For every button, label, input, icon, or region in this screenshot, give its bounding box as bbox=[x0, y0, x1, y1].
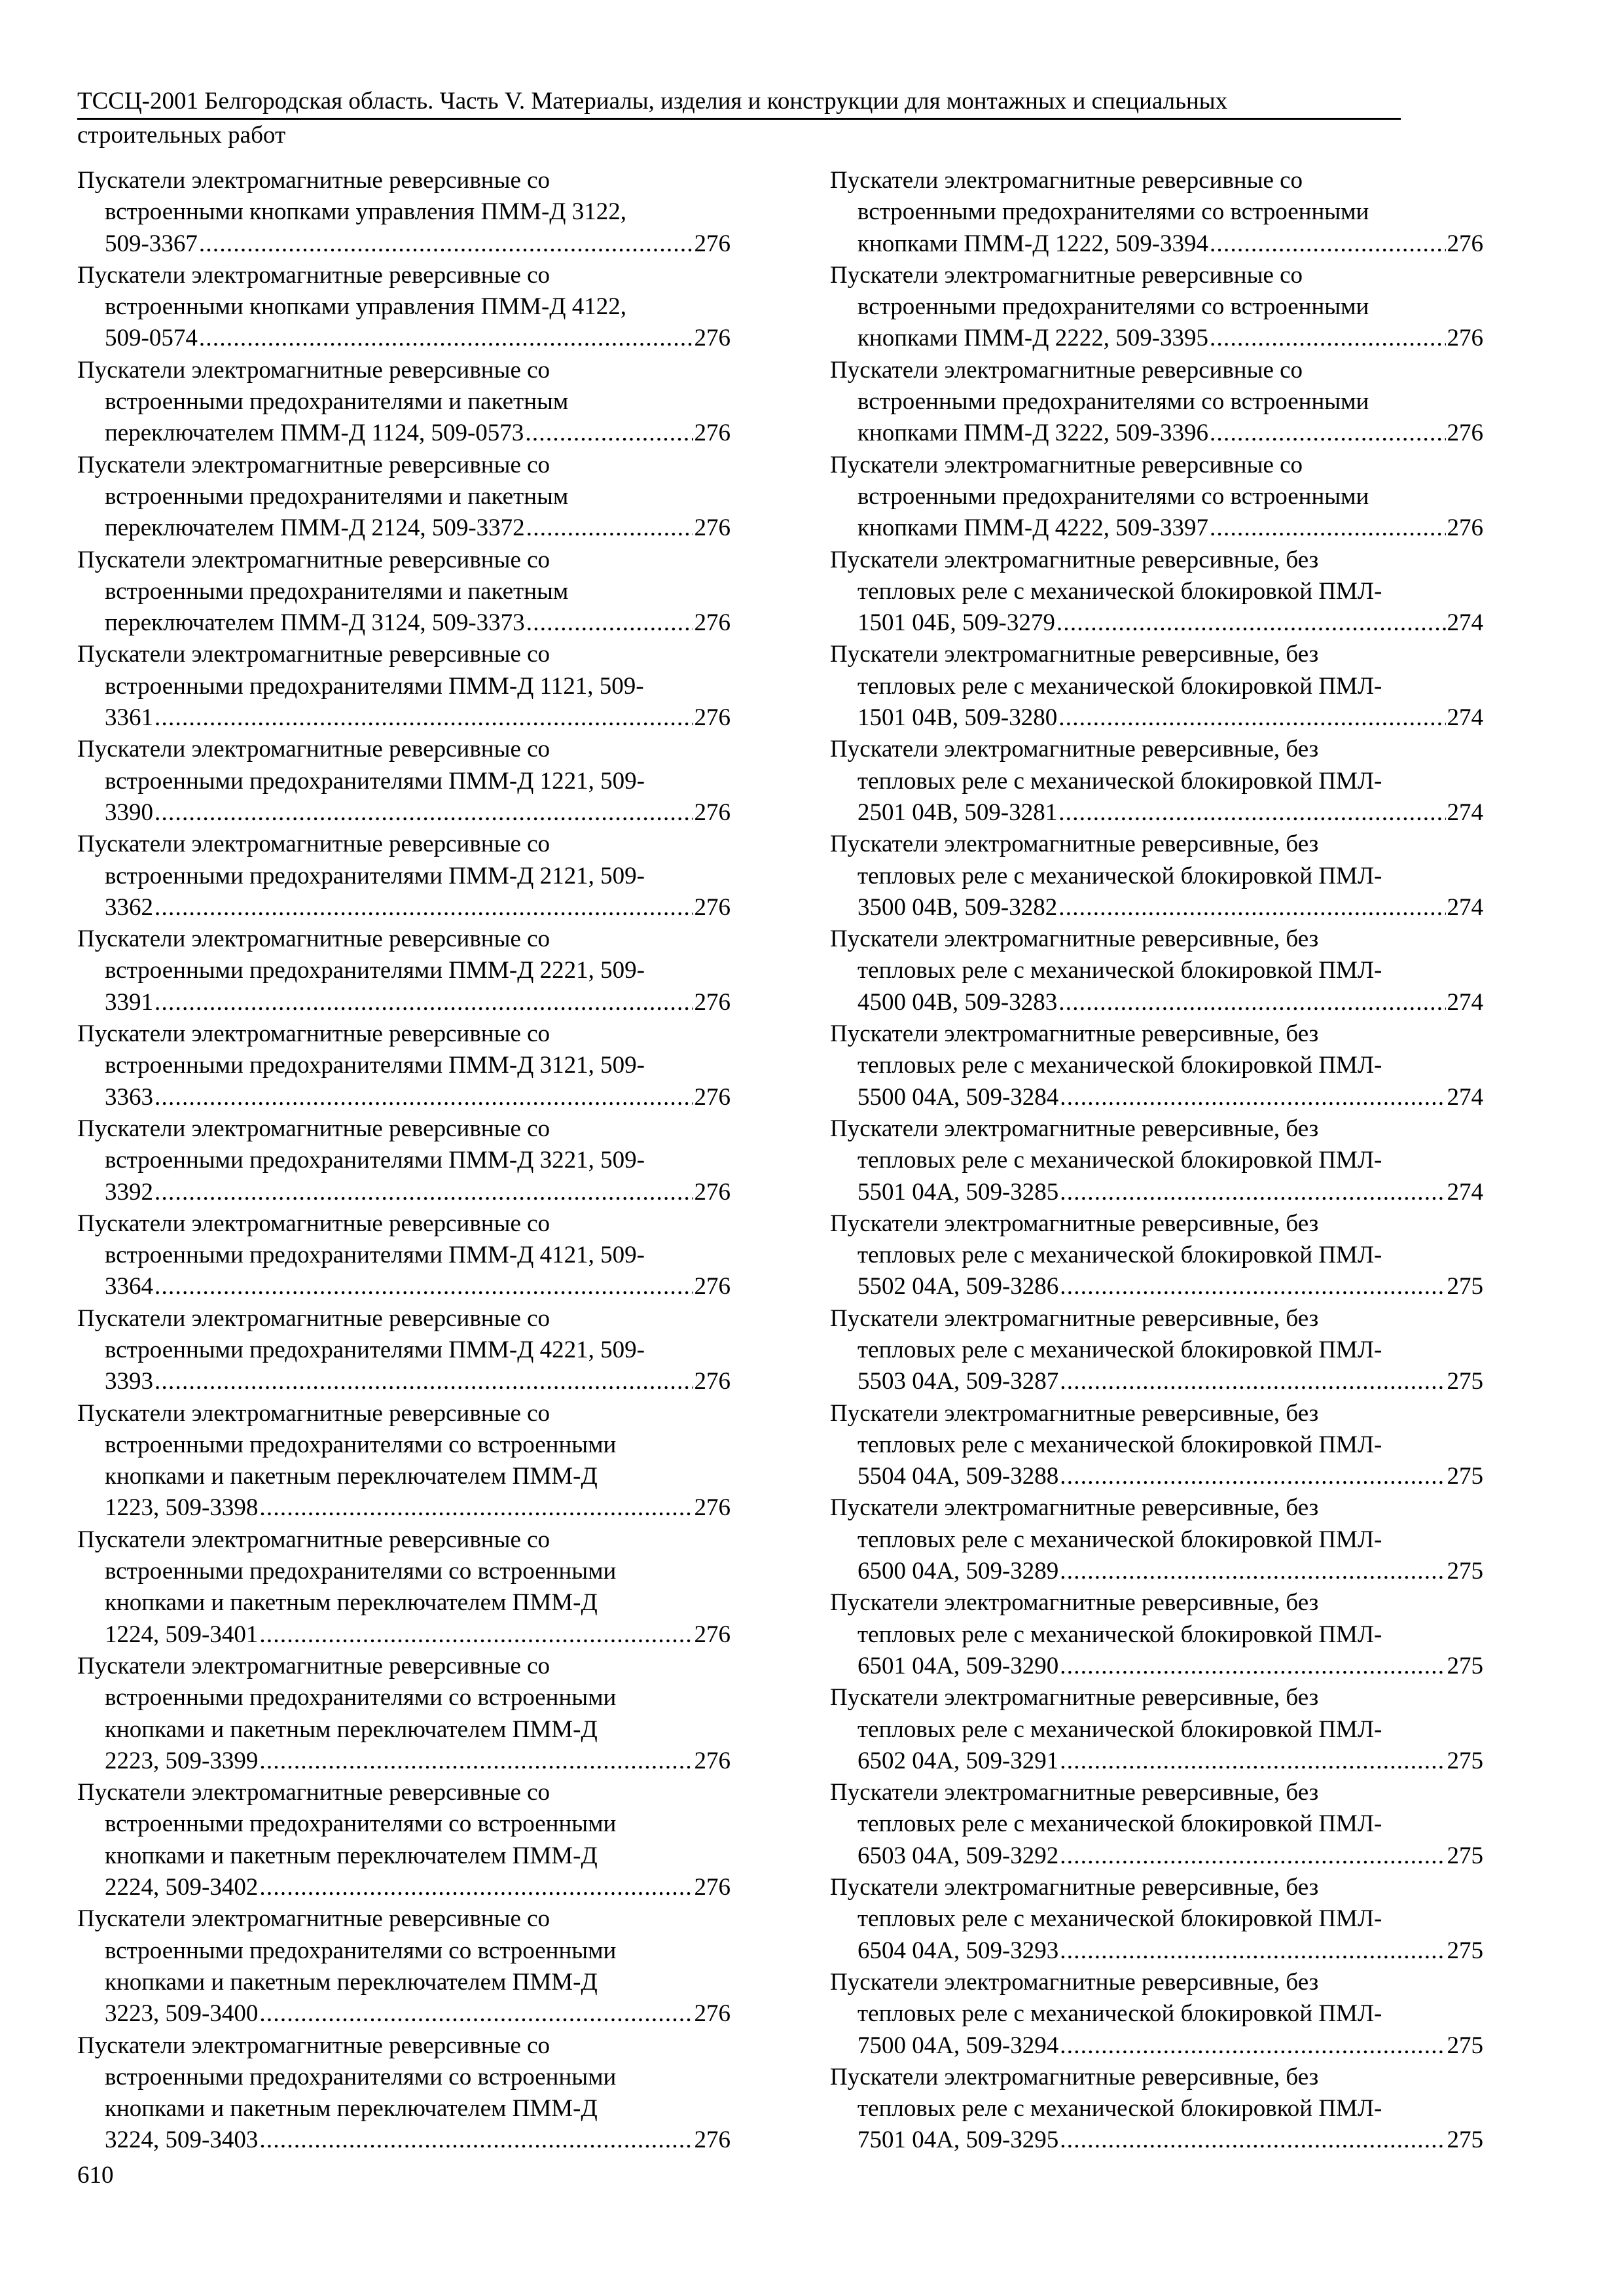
index-entry-line: встроенными предохранителями со встроенными bbox=[857, 198, 1369, 226]
index-entry-line: Пускатели электромагнитные реверсивные со bbox=[77, 641, 550, 668]
index-entry-code: 2224, 509-3402 bbox=[105, 1874, 259, 1901]
index-entry-page-ref: 276 bbox=[694, 798, 731, 826]
index-entry-page-ref: 276 bbox=[694, 325, 731, 352]
index-entry bbox=[77, 260, 731, 355]
index-entry-line: Пускатели электромагнитные реверсивные со bbox=[77, 736, 550, 763]
index-entry-last-line bbox=[830, 2125, 1483, 2156]
dot-leader bbox=[1210, 323, 1445, 354]
index-entry-line: Пускатели электромагнитные реверсивные, без bbox=[830, 1115, 1319, 1142]
index-entry-code: 2501 04В, 509-3281 bbox=[857, 798, 1058, 826]
dot-leader bbox=[1060, 1271, 1445, 1302]
index-entry-line: встроенными предохранителями ПММ-Д 1121, 509- bbox=[105, 672, 644, 700]
index-entry-page-ref: 276 bbox=[694, 1083, 731, 1111]
index-entry-page-ref: 274 bbox=[1447, 609, 1483, 637]
index-entry-line: Пускатели электромагнитные реверсивные со bbox=[77, 1526, 550, 1553]
index-entry-page-ref: 275 bbox=[1447, 1747, 1483, 1774]
index-entry-page-ref: 276 bbox=[1447, 230, 1483, 257]
index-entry-line: тепловых реле с механической блокировкой ПМЛ- bbox=[857, 1621, 1382, 1648]
index-entry-page-ref: 276 bbox=[694, 420, 731, 447]
index-entry-line: Пускатели электромагнитные реверсивные со bbox=[830, 167, 1303, 194]
index-entry-code: кнопками ПММ-Д 4222, 509-3397 bbox=[857, 514, 1209, 542]
index-entry-line: встроенными предохранителями ПММ-Д 2121, 509- bbox=[105, 862, 645, 889]
index-entry-last-line bbox=[830, 2030, 1483, 2062]
dot-leader bbox=[1060, 2125, 1445, 2156]
index-entry-line: Пускатели электромагнитные реверсивные со bbox=[830, 356, 1303, 384]
index-entry-line: Пускатели электромагнитные реверсивные со bbox=[77, 1115, 550, 1142]
index-entry-line: Пускатели электромагнитные реверсивные, без bbox=[830, 831, 1319, 858]
dot-leader bbox=[1060, 1935, 1445, 1967]
page-number: 610 bbox=[77, 2162, 114, 2189]
running-header-line1: ТССЦ-2001 Белгородская область. Часть V. Материалы, изделия и конструкции для монтажных и специальных bbox=[77, 88, 1228, 115]
dot-leader bbox=[199, 323, 693, 354]
index-entry-code: 1223, 509-3398 bbox=[105, 1494, 259, 1522]
dot-leader bbox=[1210, 228, 1445, 260]
index-entry-code: 3364 bbox=[105, 1273, 153, 1300]
index-entry bbox=[77, 1113, 731, 1208]
dot-leader bbox=[154, 987, 693, 1018]
index-entry-line: Пускатели электромагнитные реверсивные со bbox=[77, 167, 550, 194]
index-entry bbox=[77, 1303, 731, 1398]
index-entry-code: 5504 04А, 509-3288 bbox=[857, 1463, 1059, 1490]
index-entry-code: 6501 04А, 509-3290 bbox=[857, 1652, 1059, 1679]
index-entry-last-line bbox=[830, 1366, 1483, 1397]
running-header-line2: строительных работ bbox=[77, 122, 286, 149]
dot-leader bbox=[259, 1872, 693, 1903]
index-entry-code: 7500 04А, 509-3294 bbox=[857, 2032, 1059, 2059]
index-entry-last-line bbox=[830, 1271, 1483, 1302]
index-entry-line: кнопками и пакетным переключателем ПММ-Д bbox=[105, 1715, 598, 1743]
index-entry-line: тепловых реле с механической блокировкой ПМЛ- bbox=[857, 1147, 1382, 1174]
index-entry-last-line bbox=[77, 512, 731, 544]
index-entry-code: 2223, 509-3399 bbox=[105, 1747, 259, 1774]
index-entry-page-ref: 274 bbox=[1447, 704, 1483, 732]
index-entry bbox=[830, 1777, 1483, 1872]
index-entry-line: тепловых реле с механической блокировкой ПМЛ- bbox=[857, 1431, 1382, 1458]
index-entry-code: 6502 04А, 509-3291 bbox=[857, 1747, 1059, 1774]
index-entry-page-ref: 274 bbox=[1447, 1178, 1483, 1206]
index-entry-line: встроенными предохранителями ПММ-Д 3121, 509- bbox=[105, 1052, 645, 1079]
index-entry-line: встроенными предохранителями со встроенными bbox=[105, 1558, 617, 1585]
index-entry-page-ref: 276 bbox=[694, 1368, 731, 1395]
index-entry-page-ref: 275 bbox=[1447, 2032, 1483, 2059]
index-entry-page-ref: 275 bbox=[1447, 1368, 1483, 1395]
index-entry bbox=[77, 639, 731, 734]
index-entry-line: встроенными кнопками управления ПММ-Д 4122, bbox=[105, 293, 627, 321]
dot-leader bbox=[1060, 1461, 1445, 1492]
index-entry-line: Пускатели электромагнитные реверсивные со bbox=[77, 356, 550, 384]
index-entry-last-line bbox=[77, 892, 731, 924]
index-entry bbox=[830, 1587, 1483, 1682]
index-entry bbox=[77, 1903, 731, 2030]
dot-leader bbox=[154, 892, 693, 924]
index-entry bbox=[77, 1018, 731, 1113]
index-entry-line: Пускатели электромагнитные реверсивные со bbox=[77, 1210, 550, 1237]
index-entry-page-ref: 274 bbox=[1447, 988, 1483, 1016]
dot-leader bbox=[1060, 1366, 1445, 1397]
index-entry-last-line bbox=[77, 1746, 731, 1777]
index-entry bbox=[77, 450, 731, 545]
index-entry bbox=[830, 1398, 1483, 1493]
index-entry-line: Пускатели электромагнитные реверсивные со bbox=[77, 2032, 550, 2059]
index-entry-page-ref: 276 bbox=[694, 704, 731, 732]
dot-leader bbox=[526, 512, 693, 544]
index-entry-page-ref: 275 bbox=[1447, 1558, 1483, 1585]
index-entry-line: Пускатели электромагнитные реверсивные со bbox=[77, 1652, 550, 1679]
index-entry-line: кнопками и пакетным переключателем ПММ-Д bbox=[105, 1842, 598, 1869]
index-entry-code: 5501 04А, 509-3285 bbox=[857, 1178, 1059, 1206]
index-entry-code: переключателем ПММ-Д 1124, 509-0573 bbox=[105, 420, 524, 447]
dot-leader bbox=[259, 1998, 693, 2030]
running-header bbox=[77, 85, 1401, 120]
index-entry-page-ref: 276 bbox=[694, 2000, 731, 2028]
index-entry-last-line bbox=[77, 1366, 731, 1397]
index-entry bbox=[77, 1398, 731, 1524]
index-entry-page-ref: 276 bbox=[694, 1621, 731, 1648]
index-entry-line: встроенными предохранителями со встроенными bbox=[857, 293, 1369, 321]
index-entry-last-line bbox=[830, 418, 1483, 449]
index-entry-page-ref: 275 bbox=[1447, 1842, 1483, 1869]
index-entry-line: встроенными предохранителями ПММ-Д 4221, 509- bbox=[105, 1336, 645, 1363]
index-entry-line: встроенными предохранителями со встроенными bbox=[857, 482, 1369, 510]
index-entry bbox=[830, 639, 1483, 734]
index-entry-page-ref: 276 bbox=[694, 1747, 731, 1774]
index-entry-last-line bbox=[77, 418, 731, 449]
index-entry-line: Пускатели электромагнитные реверсивные со bbox=[830, 261, 1303, 289]
dot-leader bbox=[154, 797, 693, 829]
index-entry-page-ref: 276 bbox=[694, 1494, 731, 1522]
index-entry-line: встроенными кнопками управления ПММ-Д 3122, bbox=[105, 198, 627, 226]
index-entry-line: встроенными предохранителями и пакетным bbox=[105, 388, 569, 416]
dot-leader bbox=[1060, 1082, 1445, 1113]
index-entry-line: встроенными предохранителями со встроенными bbox=[857, 388, 1369, 416]
index-entry-line: встроенными предохранителями ПММ-Д 3221, 509- bbox=[105, 1147, 645, 1174]
index-entry bbox=[77, 545, 731, 639]
dot-leader bbox=[525, 418, 693, 449]
index-entry-line: тепловых реле с механической блокировкой ПМЛ- bbox=[857, 1526, 1382, 1553]
index-entry-code: переключателем ПММ-Д 3124, 509-3373 bbox=[105, 609, 525, 637]
index-entry bbox=[830, 2062, 1483, 2157]
index-entry-last-line bbox=[830, 512, 1483, 544]
dot-leader bbox=[1060, 2030, 1445, 2062]
dot-leader bbox=[154, 1177, 693, 1208]
index-entry-code: 3224, 509-3403 bbox=[105, 2126, 259, 2154]
index-entry-code: 6503 04А, 509-3292 bbox=[857, 1842, 1059, 1869]
index-entry-last-line bbox=[830, 1461, 1483, 1492]
index-entry-last-line bbox=[77, 797, 731, 829]
index-entry-code: кнопками ПММ-Д 2222, 509-3395 bbox=[857, 325, 1209, 352]
index-entry-page-ref: 276 bbox=[694, 1874, 731, 1901]
index-entry-line: Пускатели электромагнитные реверсивные со bbox=[77, 451, 550, 478]
index-entry-code: 7501 04А, 509-3295 bbox=[857, 2126, 1059, 2154]
index-entry bbox=[77, 355, 731, 450]
index-entry-code: 1224, 509-3401 bbox=[105, 1621, 259, 1648]
index-entry-line: Пускатели электромагнитные реверсивные, без bbox=[830, 925, 1319, 953]
index-entry-line: тепловых реле с механической блокировкой ПМЛ- bbox=[857, 767, 1382, 795]
index-entry-code: 3363 bbox=[105, 1083, 153, 1111]
dot-leader bbox=[154, 1082, 693, 1113]
index-entry-line: встроенными предохранителями и пакетным bbox=[105, 577, 569, 605]
index-entry bbox=[830, 829, 1483, 924]
index-entry-last-line bbox=[77, 1271, 731, 1302]
index-entry-line: тепловых реле с механической блокировкой ПМЛ- bbox=[857, 1905, 1382, 1933]
index-entry-line: встроенными предохранителями ПММ-Д 2221, 509- bbox=[105, 957, 645, 984]
index-entry-page-ref: 276 bbox=[1447, 514, 1483, 542]
index-entry-line: Пускатели электромагнитные реверсивные, без bbox=[830, 736, 1319, 763]
index-entry-code: 5503 04А, 509-3287 bbox=[857, 1368, 1059, 1395]
index-entry-last-line bbox=[77, 1872, 731, 1903]
index-entry-page-ref: 275 bbox=[1447, 1937, 1483, 1964]
dot-leader bbox=[1058, 702, 1445, 734]
index-entry-last-line bbox=[830, 607, 1483, 639]
index-entry bbox=[830, 1872, 1483, 1967]
dot-leader bbox=[1060, 1746, 1445, 1777]
index-entry-line: встроенными предохранителями ПММ-Д 1221, 509- bbox=[105, 767, 645, 795]
index-entry-code: 3393 bbox=[105, 1368, 153, 1395]
index-entry-line: Пускатели электромагнитные реверсивные, без bbox=[830, 1304, 1319, 1332]
index-entry-page-ref: 276 bbox=[694, 988, 731, 1016]
index-entry-line: Пускатели электромагнитные реверсивные со bbox=[77, 925, 550, 953]
dot-leader bbox=[154, 1366, 693, 1397]
index-entry-page-ref: 275 bbox=[1447, 1652, 1483, 1679]
index-entry-last-line bbox=[830, 797, 1483, 829]
index-entry bbox=[77, 2030, 731, 2157]
index-entry-code: 3391 bbox=[105, 988, 153, 1016]
index-entry-page-ref: 275 bbox=[1447, 1463, 1483, 1490]
index-entry bbox=[77, 165, 731, 260]
index-entry-line: Пускатели электромагнитные реверсивные, без bbox=[830, 1779, 1319, 1806]
index-entry bbox=[77, 829, 731, 924]
index-entry-page-ref: 276 bbox=[1447, 325, 1483, 352]
dot-leader bbox=[1058, 797, 1445, 829]
index-entry-code: 1501 04В, 509-3280 bbox=[857, 704, 1058, 732]
index-entry-line: тепловых реле с механической блокировкой ПМЛ- bbox=[857, 1242, 1382, 1269]
index-entry-code: 3500 04В, 509-3282 bbox=[857, 893, 1058, 921]
index-entry-line: Пускатели электромагнитные реверсивные, без bbox=[830, 1210, 1319, 1237]
index-entry-page-ref: 274 bbox=[1447, 798, 1483, 826]
index-entry bbox=[830, 1967, 1483, 2062]
index-entry-line: Пускатели электромагнитные реверсивные со bbox=[77, 1304, 550, 1332]
index-entry-last-line bbox=[830, 1935, 1483, 1967]
index-entry-line: встроенными предохранителями со встроенными bbox=[105, 1937, 617, 1964]
index-entry-page-ref: 276 bbox=[694, 609, 731, 637]
index-entry bbox=[77, 924, 731, 1018]
dot-leader bbox=[1060, 1840, 1445, 1872]
dot-leader bbox=[1210, 418, 1445, 449]
dot-leader bbox=[1058, 987, 1445, 1018]
index-entry-line: встроенными предохранителями и пакетным bbox=[105, 482, 569, 510]
index-entry-last-line bbox=[830, 1177, 1483, 1208]
index-entry-line: тепловых реле с механической блокировкой ПМЛ- bbox=[857, 862, 1382, 889]
index-entry-line: тепловых реле с механической блокировкой ПМЛ- bbox=[857, 1715, 1382, 1743]
index-entry-code: 3390 bbox=[105, 798, 153, 826]
dot-leader bbox=[1210, 512, 1445, 544]
index-entry-last-line bbox=[77, 702, 731, 734]
index-entry-last-line bbox=[77, 1492, 731, 1524]
index-entry-last-line bbox=[830, 228, 1483, 260]
index-entry-line: Пускатели электромагнитные реверсивные со bbox=[77, 1020, 550, 1048]
index-entry bbox=[830, 1682, 1483, 1777]
index-entry-code: 3362 bbox=[105, 893, 153, 921]
index-entry-line: Пускатели электромагнитные реверсивные, без bbox=[830, 2063, 1319, 2090]
index-entry-code: 3392 bbox=[105, 1178, 153, 1206]
index-entry-page-ref: 276 bbox=[694, 893, 731, 921]
index-entry-last-line bbox=[830, 1082, 1483, 1113]
index-entry bbox=[77, 1208, 731, 1303]
index-entry-code: 5500 04А, 509-3284 bbox=[857, 1083, 1059, 1111]
index-entry-last-line bbox=[77, 987, 731, 1018]
index-entry-line: встроенными предохранителями со встроенными bbox=[105, 1810, 617, 1838]
index-entry-code: 6500 04А, 509-3289 bbox=[857, 1558, 1059, 1585]
dot-leader bbox=[259, 2125, 693, 2156]
index-entry-last-line bbox=[77, 2125, 731, 2156]
index-entry-line: Пускатели электромагнитные реверсивные, без bbox=[830, 1399, 1319, 1427]
index-entry-page-ref: 276 bbox=[694, 1178, 731, 1206]
index-entry-line: встроенными предохранителями со встроенными bbox=[105, 1431, 617, 1458]
index-entry-line: встроенными предохранителями ПММ-Д 4121, 509- bbox=[105, 1242, 645, 1269]
index-entry-code: кнопками ПММ-Д 1222, 509-3394 bbox=[857, 230, 1209, 257]
index-entry-page-ref: 276 bbox=[694, 2126, 731, 2154]
dot-leader bbox=[259, 1746, 693, 1777]
index-entry-last-line bbox=[830, 702, 1483, 734]
index-entry bbox=[830, 260, 1483, 355]
index-entry-line: Пускатели электромагнитные реверсивные, без bbox=[830, 1494, 1319, 1522]
index-entry-last-line bbox=[830, 1840, 1483, 1872]
index-entry-line: Пускатели электромагнитные реверсивные со bbox=[77, 1905, 550, 1933]
index-entry-code: кнопками ПММ-Д 3222, 509-3396 bbox=[857, 420, 1209, 447]
index-entry-code: переключателем ПММ-Д 2124, 509-3372 bbox=[105, 514, 525, 542]
index-entry bbox=[830, 450, 1483, 545]
index-entry-code: 5502 04А, 509-3286 bbox=[857, 1273, 1059, 1300]
index-entry bbox=[77, 734, 731, 829]
dot-leader bbox=[154, 702, 693, 734]
index-entry-line: Пускатели электромагнитные реверсивные со bbox=[77, 261, 550, 289]
index-entry-page-ref: 275 bbox=[1447, 2126, 1483, 2154]
index-entry-line: кнопками и пакетным переключателем ПММ-Д bbox=[105, 1589, 598, 1617]
index-entry-line: Пускатели электромагнитные реверсивные, без bbox=[830, 641, 1319, 668]
dot-leader bbox=[1060, 1651, 1445, 1682]
index-entry-line: Пускатели электромагнитные реверсивные со bbox=[77, 546, 550, 573]
index-entry bbox=[830, 1303, 1483, 1398]
dot-leader bbox=[1060, 1556, 1445, 1587]
index-entry-line: тепловых реле с механической блокировкой ПМЛ- bbox=[857, 957, 1382, 984]
index-entry-line: Пускатели электромагнитные реверсивные со bbox=[77, 1399, 550, 1427]
index-entry-line: кнопками и пакетным переключателем ПММ-Д bbox=[105, 1968, 598, 1996]
index-entry-line: тепловых реле с механической блокировкой ПМЛ- bbox=[857, 2095, 1382, 2123]
index-entry-last-line bbox=[77, 323, 731, 354]
index-entry-line: Пускатели электромагнитные реверсивные со bbox=[77, 831, 550, 858]
index-entry-last-line bbox=[77, 1619, 731, 1651]
index-entry-code: 4500 04В, 509-3283 bbox=[857, 988, 1058, 1016]
index-entry-line: кнопками и пакетным переключателем ПММ-Д bbox=[105, 2095, 598, 2123]
index-entry-last-line bbox=[77, 1177, 731, 1208]
dot-leader bbox=[199, 228, 693, 260]
index-entry bbox=[77, 1524, 731, 1651]
index-entry-code: 509-0574 bbox=[105, 325, 198, 352]
dot-leader bbox=[154, 1271, 693, 1302]
index-entry bbox=[830, 1113, 1483, 1208]
index-entry-page-ref: 274 bbox=[1447, 1083, 1483, 1111]
index-entry-last-line bbox=[830, 1556, 1483, 1587]
index-entry bbox=[830, 355, 1483, 450]
index-entry-line: Пускатели электромагнитные реверсивные со bbox=[77, 1779, 550, 1806]
dot-leader bbox=[259, 1492, 693, 1524]
index-entry-code: 3223, 509-3400 bbox=[105, 2000, 259, 2028]
index-entry-page-ref: 276 bbox=[694, 230, 731, 257]
index-entry-code: 1501 04Б, 509-3279 bbox=[857, 609, 1055, 637]
index-entry bbox=[830, 1018, 1483, 1113]
index-entry-line: Пускатели электромагнитные реверсивные со bbox=[830, 451, 1303, 478]
index-entry-line: Пускатели электромагнитные реверсивные, без bbox=[830, 1684, 1319, 1712]
index-entry-line: встроенными предохранителями со встроенными bbox=[105, 1684, 617, 1712]
index-entry-line: встроенными предохранителями со встроенными bbox=[105, 2063, 617, 2090]
index-entry-line: тепловых реле с механической блокировкой ПМЛ- bbox=[857, 1336, 1382, 1363]
index-entry-last-line bbox=[830, 892, 1483, 924]
dot-leader bbox=[1060, 1177, 1445, 1208]
index-entry-code: 6504 04А, 509-3293 bbox=[857, 1937, 1059, 1964]
index-entry-page-ref: 276 bbox=[694, 514, 731, 542]
index-entry-line: тепловых реле с механической блокировкой ПМЛ- bbox=[857, 1810, 1382, 1838]
index-entry-page-ref: 275 bbox=[1447, 1273, 1483, 1300]
index-entry-page-ref: 274 bbox=[1447, 893, 1483, 921]
index-entry bbox=[830, 734, 1483, 829]
index-entry-line: Пускатели электромагнитные реверсивные, без bbox=[830, 546, 1319, 573]
index-entry bbox=[830, 924, 1483, 1018]
index-entry-last-line bbox=[77, 1082, 731, 1113]
index-entry bbox=[830, 1208, 1483, 1303]
index-column-right bbox=[830, 165, 1483, 2157]
index-entry-line: Пускатели электромагнитные реверсивные, без bbox=[830, 1589, 1319, 1617]
index-entry-page-ref: 276 bbox=[694, 1273, 731, 1300]
index-entry-last-line bbox=[830, 323, 1483, 354]
index-entry-line: тепловых реле с механической блокировкой ПМЛ- bbox=[857, 2000, 1382, 2028]
index-entry-line: тепловых реле с механической блокировкой ПМЛ- bbox=[857, 1052, 1382, 1079]
index-entry-code: 509-3367 bbox=[105, 230, 198, 257]
index-entry bbox=[830, 165, 1483, 260]
dot-leader bbox=[526, 607, 693, 639]
index-entry-line: кнопками и пакетным переключателем ПММ-Д bbox=[105, 1463, 598, 1490]
dot-leader bbox=[259, 1619, 693, 1651]
index-entry bbox=[830, 545, 1483, 639]
index-entry-page-ref: 276 bbox=[1447, 420, 1483, 447]
index-entry bbox=[77, 1651, 731, 1777]
index-entry-last-line bbox=[830, 1746, 1483, 1777]
index-entry-last-line bbox=[77, 1998, 731, 2030]
index-entry-last-line bbox=[830, 987, 1483, 1018]
index-entry-line: Пускатели электромагнитные реверсивные, без bbox=[830, 1874, 1319, 1901]
index-entry bbox=[77, 1777, 731, 1903]
index-entry-line: Пускатели электромагнитные реверсивные, без bbox=[830, 1968, 1319, 1996]
index-entry-last-line bbox=[77, 607, 731, 639]
dot-leader bbox=[1056, 607, 1446, 639]
index-entry-last-line bbox=[77, 228, 731, 260]
index-entry bbox=[830, 1492, 1483, 1587]
index-column-left bbox=[77, 165, 731, 2157]
index-entry-line: тепловых реле с механической блокировкой ПМЛ- bbox=[857, 577, 1382, 605]
dot-leader bbox=[1058, 892, 1445, 924]
index-entry-last-line bbox=[830, 1651, 1483, 1682]
index-entry-line: Пускатели электромагнитные реверсивные, без bbox=[830, 1020, 1319, 1048]
index-entry-code: 3361 bbox=[105, 704, 153, 732]
index-entry-line: тепловых реле с механической блокировкой ПМЛ- bbox=[857, 672, 1382, 700]
